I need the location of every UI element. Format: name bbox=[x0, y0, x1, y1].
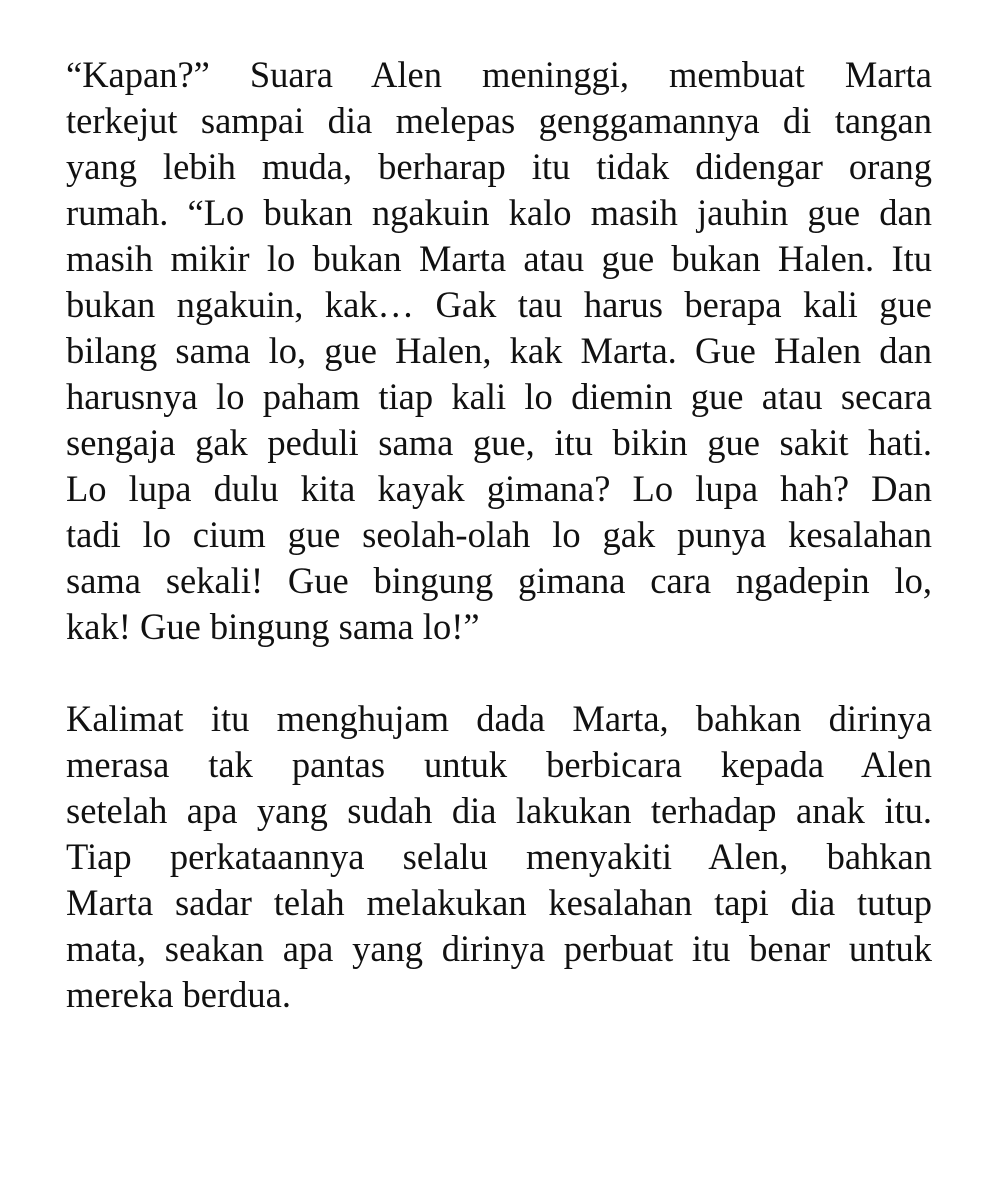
text-line: sengaja gak peduli sama gue, itu bikin gue sakit hati. bbox=[66, 422, 932, 463]
text-line: yang lebih muda, berharap itu tidak didengar orang bbox=[66, 146, 932, 187]
text-line: Tiap perkataannya selalu menyakiti Alen, bahkan bbox=[66, 836, 932, 877]
text-line: merasa tak pantas untuk berbicara kepada Alen bbox=[66, 744, 932, 785]
paragraph-1 bbox=[66, 52, 932, 650]
text-line: bukan ngakuin, kak… Gak tau harus berapa kali gue bbox=[66, 284, 932, 325]
text-line: bilang sama lo, gue Halen, kak Marta. Gue Halen dan bbox=[66, 330, 932, 371]
text-line: mereka berdua. bbox=[66, 974, 291, 1015]
text-line: rumah. “Lo bukan ngakuin kalo masih jauhin gue dan bbox=[66, 192, 932, 233]
text-line: “Kapan?” Suara Alen meninggi, membuat Marta bbox=[66, 54, 932, 95]
text-line: Lo lupa dulu kita kayak gimana? Lo lupa hah? Dan bbox=[66, 468, 932, 509]
text-line: kak! Gue bingung sama lo!” bbox=[66, 606, 480, 647]
text-line: sama sekali! Gue bingung gimana cara ngadepin lo, bbox=[66, 560, 932, 601]
text-line: masih mikir lo bukan Marta atau gue bukan Halen. Itu bbox=[66, 238, 932, 279]
paragraph-2 bbox=[66, 696, 932, 1018]
text-line: harusnya lo paham tiap kali lo diemin gue atau secara bbox=[66, 376, 932, 417]
text-line: tadi lo cium gue seolah-olah lo gak punya kesalahan bbox=[66, 514, 932, 555]
document-page bbox=[66, 52, 932, 1018]
text-line: Marta sadar telah melakukan kesalahan tapi dia tutup bbox=[66, 882, 932, 923]
paragraph-spacer bbox=[66, 650, 932, 696]
text-line: setelah apa yang sudah dia lakukan terhadap anak itu. bbox=[66, 790, 932, 831]
text-line: mata, seakan apa yang dirinya perbuat itu benar untuk bbox=[66, 928, 932, 969]
text-line: Kalimat itu menghujam dada Marta, bahkan dirinya bbox=[66, 698, 932, 739]
text-line: terkejut sampai dia melepas genggamannya di tangan bbox=[66, 100, 932, 141]
